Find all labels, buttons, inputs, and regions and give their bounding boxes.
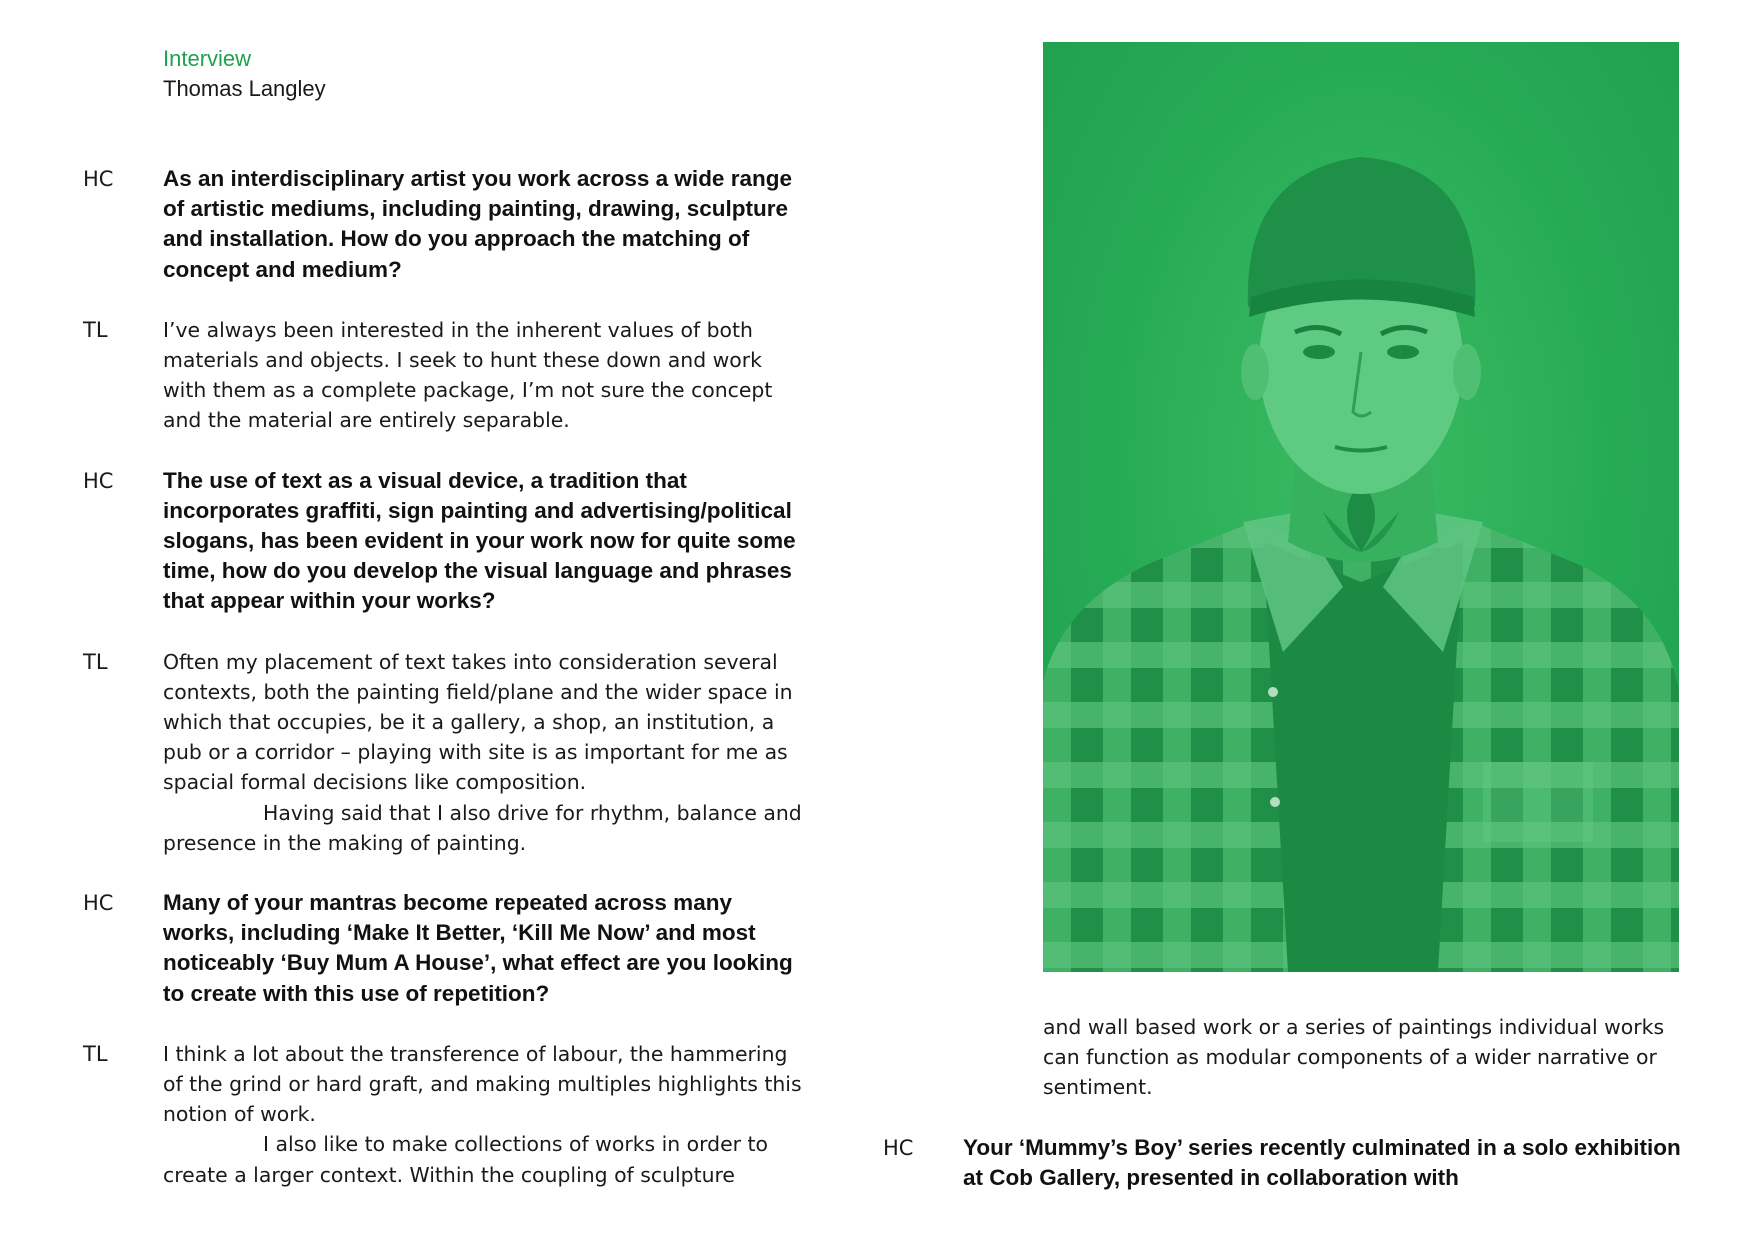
speaker-initials: HC <box>883 1135 914 1160</box>
continuation-block <box>963 1012 1693 1103</box>
interviewee-name: Thomas Langley <box>163 76 326 101</box>
speaker-initials: HC <box>83 891 114 916</box>
answer-text: and wall based work or a series of paintings individual works can function as modular components of a wider narrative or sentiment. <box>1043 1015 1665 1100</box>
qa-block-3 <box>83 466 803 617</box>
speaker-initials: TL <box>83 1041 108 1066</box>
qa-block-7 <box>883 1133 1693 1193</box>
answer-text: I also like to make collections of works in order to create a larger context. Within the coupling of sculpture <box>163 1132 769 1187</box>
qa-block-5 <box>83 888 803 1009</box>
qa-block-4 <box>83 647 803 858</box>
answer-text: I’ve always been interested in the inherent values of both materials and objects. I seek to hunt these down and work with them as a complete package, I’m not sure the concept and the material are entirely separable. <box>163 317 773 433</box>
qa-block-6 <box>83 1039 803 1190</box>
answer-text: I think a lot about the transference of labour, the hammering of the grind or hard graft, and making multiples highlights this notion of work. <box>163 1041 802 1127</box>
answer-text: Often my placement of text takes into consideration several contexts, both the painting field/plane and the wider space in which that occupies, be it a gallery, a shop, an institution, a pub or a corridor – playing with site is as important for me as spacial formal decisions like composition. <box>163 649 793 795</box>
speaker-initials: TL <box>83 649 108 674</box>
speaker-initials: HC <box>83 167 114 191</box>
qa-block-1 <box>83 164 803 285</box>
section-label: Interview <box>163 46 252 71</box>
question-text: Many of your mantras become repeated across many works, including ‘Make It Better, ‘Kill Me Now’ and most noticeably ‘Buy Mum A House’, what effect are you looking to create with this use of repetition? <box>163 890 793 1006</box>
question-text: As an interdisciplinary artist you work across a wide range of artistic mediums, including painting, drawing, sculpture and installation. How do you approach the matching of concept and medium? <box>163 166 792 282</box>
answer-text: Having said that I also drive for rhythm, balance and presence in the making of painting. <box>163 800 802 855</box>
portrait-photo <box>1043 42 1679 972</box>
question-text: The use of text as a visual device, a tradition that incorporates graffiti, sign painting and advertising/political slogans, has been evident in your work now for quite some time, how do you develop the visual language and phrases that appear within your works? <box>163 467 796 614</box>
right-column <box>883 1012 1693 1223</box>
left-column <box>83 164 803 1220</box>
portrait-illustration <box>1043 42 1679 972</box>
question-text: Your ‘Mummy’s Boy’ series recently culminated in a solo exhibition at Cob Gallery, presented in collaboration with <box>963 1134 1681 1190</box>
qa-block-2 <box>83 315 803 436</box>
speaker-initials: HC <box>83 468 114 493</box>
article-header <box>163 44 326 104</box>
speaker-initials: TL <box>83 317 108 342</box>
